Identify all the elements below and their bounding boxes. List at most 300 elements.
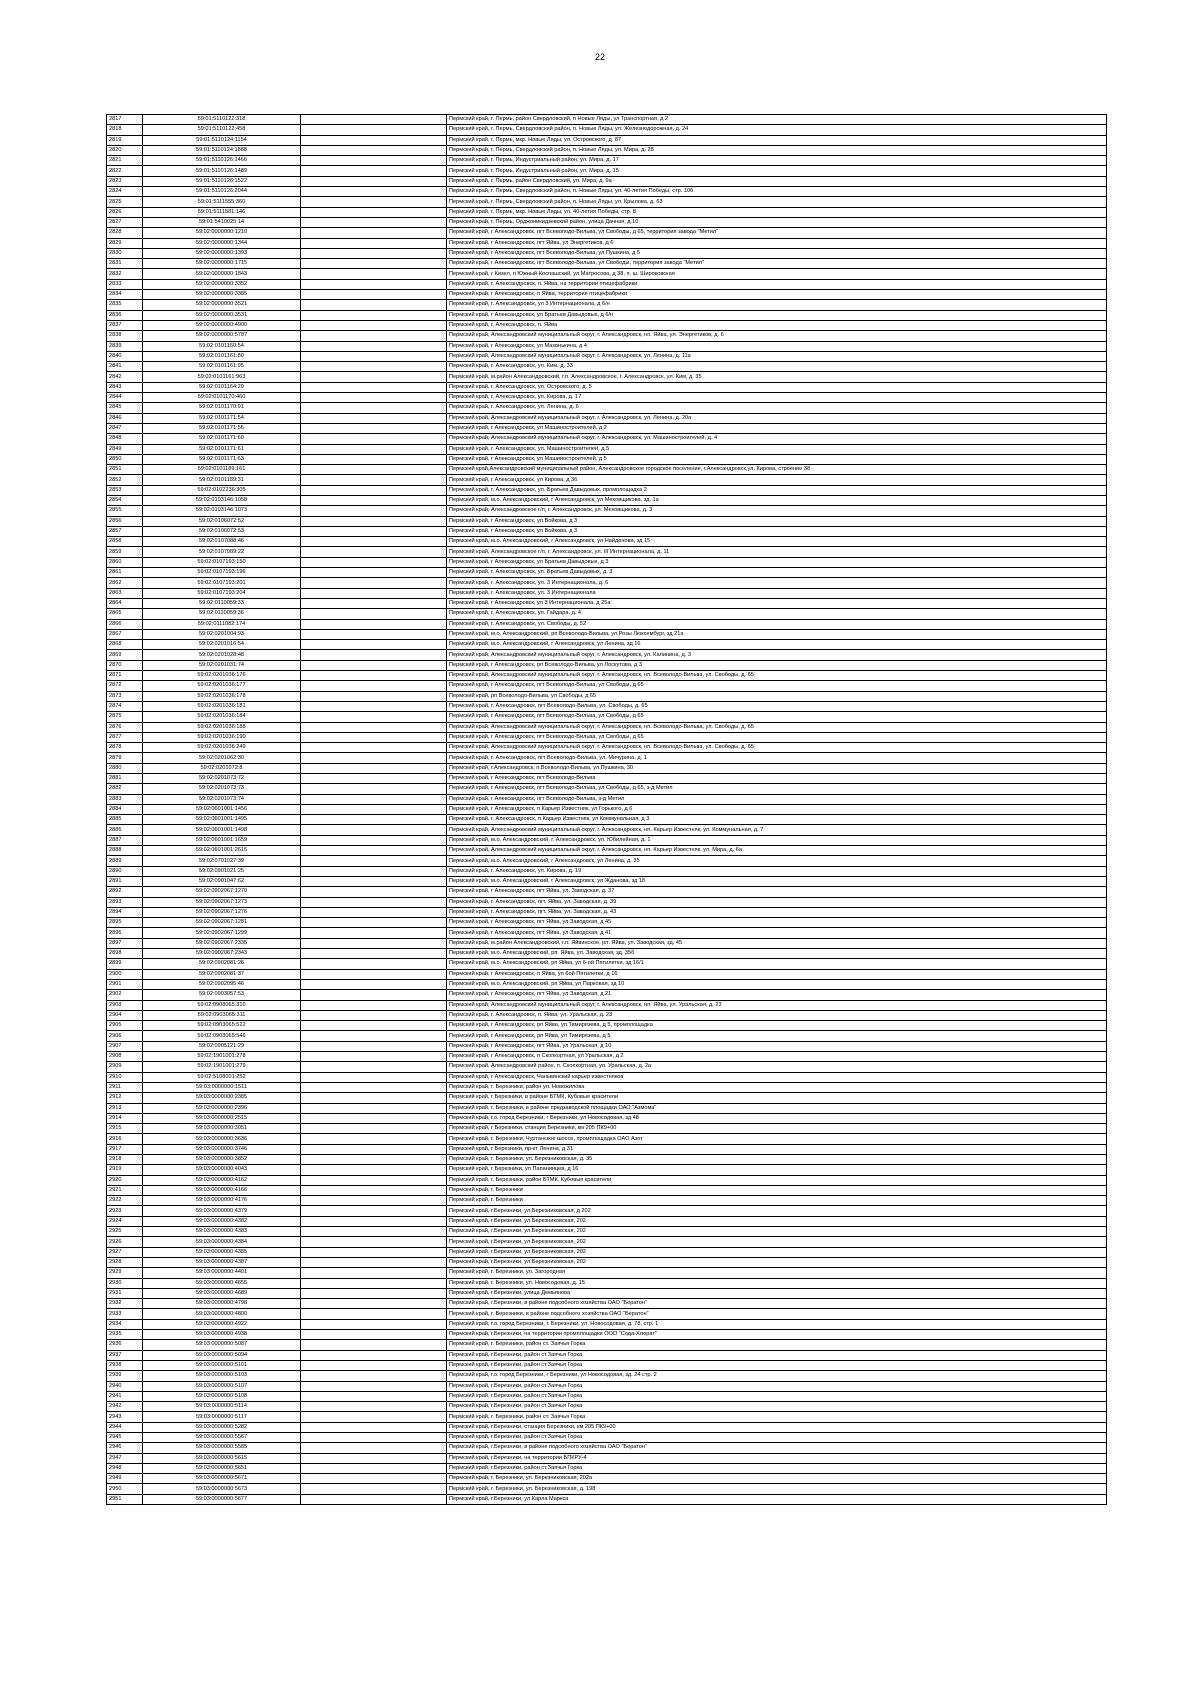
cadastral-number: 59:03:0000000:4166 bbox=[143, 1185, 301, 1195]
empty-cell bbox=[301, 1412, 447, 1422]
address: Пермский край, г.Березники, ул.Березниковская, 202 bbox=[447, 1216, 1107, 1226]
table-row bbox=[107, 1422, 1107, 1432]
empty-cell bbox=[301, 681, 447, 691]
cadastral-number: 59:02:0101171:60 bbox=[143, 434, 301, 444]
empty-cell bbox=[301, 393, 447, 403]
empty-cell bbox=[301, 465, 447, 475]
row-number: 2890 bbox=[107, 866, 143, 876]
row-number: 2930 bbox=[107, 1278, 143, 1288]
empty-cell bbox=[301, 1216, 447, 1226]
address: Пермский край, г.Березники, район ст.Заячья Горка bbox=[447, 1391, 1107, 1401]
empty-cell bbox=[301, 1474, 447, 1484]
row-number: 2878 bbox=[107, 743, 143, 753]
row-number: 2854 bbox=[107, 495, 143, 505]
address: Пермский край, г Александровск, пгт Яйва, ул Заводская, д 21 bbox=[447, 990, 1107, 1000]
empty-cell bbox=[301, 1309, 447, 1319]
empty-cell bbox=[301, 598, 447, 608]
table-row bbox=[107, 671, 1107, 681]
address: Пермский край, г.Березники, на территории БПКРУ-4 bbox=[447, 1453, 1107, 1463]
address: Пермский край, Александровский муниципальный округ, г. Александровск, нп. Карьер Известняк, ул. Коммунальная, д. 7 bbox=[447, 825, 1107, 835]
address: Пермский край, г Александровск, пгт Яйва, ул Заводская, д 45 bbox=[447, 918, 1107, 928]
table-row bbox=[107, 598, 1107, 608]
address: Пермский край, м.о. Александровский, г Александровск, ул Жданова, зд 18 bbox=[447, 876, 1107, 886]
address: Пермский край, г. Александровск, ул. 3 Интернационала bbox=[447, 588, 1107, 598]
cadastral-number: 59:02:0107089:22 bbox=[143, 547, 301, 557]
cadastral-number: 59:02:1901001:279 bbox=[143, 1062, 301, 1072]
address: Пермский край, г. Александровск, ул. Кирова, д. 17 bbox=[447, 393, 1107, 403]
table-row bbox=[107, 176, 1107, 186]
table-row bbox=[107, 1093, 1107, 1103]
cadastral-number: 59:02:0106072:52 bbox=[143, 516, 301, 526]
address: Пермский край, г Березники, ул Папанинцев, д 16 bbox=[447, 1165, 1107, 1175]
cadastral-number: 59:03:0000000:5677 bbox=[143, 1494, 301, 1504]
table-row bbox=[107, 135, 1107, 145]
address: Пермский край, Александровское г/п, г. Александровск, ул. Меховщикова, д. 3 bbox=[447, 506, 1107, 516]
cadastral-number: 59:03:0000000:5282 bbox=[143, 1422, 301, 1432]
address: Пермский край, г. Александровск, ул. Свободы, д. 52 bbox=[447, 619, 1107, 629]
table-row bbox=[107, 1278, 1107, 1288]
row-number: 2896 bbox=[107, 928, 143, 938]
address: Пермский край, м.о. Александровский, г. Александровск, ул. Юбилейная, д. 1 bbox=[447, 835, 1107, 845]
address: Пермский край, Александровское г/п, г. Александровск, ул. III Интернационала, д. 11 bbox=[447, 547, 1107, 557]
cadastral-number: 59:02:0106072:53 bbox=[143, 526, 301, 536]
cadastral-number: 59:03:0000000:3746 bbox=[143, 1144, 301, 1154]
table-row bbox=[107, 156, 1107, 166]
empty-cell bbox=[301, 403, 447, 413]
address: Пермский край, г Александровск, ул 3 Интернационала, д 25а bbox=[447, 598, 1107, 608]
empty-cell bbox=[301, 1154, 447, 1164]
address: Пермский край, м.о. Александровский, г Александровск, ул Меховщикова, зд. 1а bbox=[447, 495, 1107, 505]
address: Пермский край, г Александровск, пгт Всеволодо-Вильва, з-д Метил bbox=[447, 794, 1107, 804]
table-row bbox=[107, 1402, 1107, 1412]
empty-cell bbox=[301, 269, 447, 279]
cadastral-number: 59:02:0000000:3385 bbox=[143, 290, 301, 300]
table-row bbox=[107, 1494, 1107, 1504]
table-row bbox=[107, 1216, 1107, 1226]
table-row bbox=[107, 125, 1107, 135]
empty-cell bbox=[301, 578, 447, 588]
row-number: 2949 bbox=[107, 1474, 143, 1484]
table-row bbox=[107, 351, 1107, 361]
row-number: 2932 bbox=[107, 1299, 143, 1309]
empty-cell bbox=[301, 1237, 447, 1247]
table-row bbox=[107, 949, 1107, 959]
empty-cell bbox=[301, 290, 447, 300]
cadastral-number: 59:03:0000000:5114 bbox=[143, 1402, 301, 1412]
empty-cell bbox=[301, 516, 447, 526]
row-number: 2840 bbox=[107, 351, 143, 361]
address: Пермский край, г.Березники, район ст.Заячья Горка bbox=[447, 1360, 1107, 1370]
address: Пермский край, г Александровск, Чаньвинский карьер известняков bbox=[447, 1072, 1107, 1082]
address: Пермский край, г.Березники, в районе подсобного хозяйства ОАО "Бератон" bbox=[447, 1299, 1107, 1309]
address: Пермский край, г. Александровск, пгт. Яйва, ул. Заводская, д. 43 bbox=[447, 907, 1107, 917]
cadastral-number: 59:02:0201072:8 bbox=[143, 763, 301, 773]
address: Пермский край, Александровский муниципальный округ, г. Александровск, нп. Яйва, ул. Энергетиков, д. 6 bbox=[447, 331, 1107, 341]
empty-cell bbox=[301, 351, 447, 361]
table-row bbox=[107, 1175, 1107, 1185]
address: Пермский край, г. Березники, ул. Березниковская, 202а bbox=[447, 1474, 1107, 1484]
row-number: 2899 bbox=[107, 959, 143, 969]
address: Пермский край, г Александровск, п Яйва, территория птицефабрики bbox=[447, 290, 1107, 300]
table-row bbox=[107, 660, 1107, 670]
cadastral-number: 59:02:0201036:188 bbox=[143, 722, 301, 732]
empty-cell bbox=[301, 774, 447, 784]
address: Пермский край, м.о. Александровский, рп Всеволодо-Вильва, ул Розы Люксембург, зд 21а bbox=[447, 629, 1107, 639]
empty-cell bbox=[301, 495, 447, 505]
cadastral-number: 59:02:0201062:30 bbox=[143, 753, 301, 763]
address: Пермский край, г. Березники, в районе подсобного хозяйства ОАО "Бератон" bbox=[447, 1309, 1107, 1319]
row-number: 2877 bbox=[107, 732, 143, 742]
table-row bbox=[107, 1268, 1107, 1278]
address: Пермский край, г. Березники, район ст. Заячья Горка bbox=[447, 1340, 1107, 1350]
table-row bbox=[107, 1350, 1107, 1360]
table-row bbox=[107, 248, 1107, 258]
empty-cell bbox=[301, 145, 447, 155]
table-row bbox=[107, 1381, 1107, 1391]
empty-cell bbox=[301, 1082, 447, 1092]
address: Пермский край, г. Березники bbox=[447, 1196, 1107, 1206]
row-number: 2858 bbox=[107, 537, 143, 547]
table-row bbox=[107, 228, 1107, 238]
row-number: 2898 bbox=[107, 949, 143, 959]
table-row bbox=[107, 382, 1107, 392]
row-number: 2826 bbox=[107, 207, 143, 217]
empty-cell bbox=[301, 300, 447, 310]
empty-cell bbox=[301, 259, 447, 269]
address: Пермский край, г. Александровск, п. Яйва, ул. Уральская, д. 23 bbox=[447, 1010, 1107, 1020]
address: Пермский край, г. Александровск, пгт Всеволодо-Вильва, ул. Мичурина, д. 1 bbox=[447, 753, 1107, 763]
table-row bbox=[107, 454, 1107, 464]
row-number: 2849 bbox=[107, 444, 143, 454]
row-number: 2875 bbox=[107, 712, 143, 722]
address: Пермский край, г Александровск, ул Машиностроителей, д 5 bbox=[447, 454, 1107, 464]
cadastral-number: 59:02:0111082:174 bbox=[143, 619, 301, 629]
row-number: 2837 bbox=[107, 320, 143, 330]
row-number: 2903 bbox=[107, 1000, 143, 1010]
row-number: 2852 bbox=[107, 475, 143, 485]
row-number: 2851 bbox=[107, 465, 143, 475]
row-number: 2936 bbox=[107, 1340, 143, 1350]
table-row bbox=[107, 897, 1107, 907]
empty-cell bbox=[301, 1000, 447, 1010]
empty-cell bbox=[301, 444, 447, 454]
address: Пермский край, г. Березники, Чуртанское шоссе, промплощадка ОАО Азот bbox=[447, 1134, 1107, 1144]
empty-cell bbox=[301, 526, 447, 536]
row-number: 2860 bbox=[107, 557, 143, 567]
address: Пермский край, г. Александровск, ул. Ленина, д. 6 bbox=[447, 403, 1107, 413]
row-number: 2843 bbox=[107, 382, 143, 392]
row-number: 2879 bbox=[107, 753, 143, 763]
address: Пермский край,Александровский муниципальный район, Александровское городское поселение, г.Александровск,ул. Кирова, строение 38 bbox=[447, 465, 1107, 475]
table-row bbox=[107, 1124, 1107, 1134]
address: Пермский край, г.Березники, улица Демьянова bbox=[447, 1288, 1107, 1298]
row-number: 2841 bbox=[107, 362, 143, 372]
empty-cell bbox=[301, 846, 447, 856]
row-number: 2910 bbox=[107, 1072, 143, 1082]
table-row bbox=[107, 1484, 1107, 1494]
empty-cell bbox=[301, 722, 447, 732]
table-row bbox=[107, 485, 1107, 495]
cadastral-number: 59:02:0902081:26 bbox=[143, 959, 301, 969]
address: Пермский край, г. Пермь, Свердловский район, п. Новые Ляды, ул. Крылова, д. 63 bbox=[447, 197, 1107, 207]
empty-cell bbox=[301, 938, 447, 948]
row-number: 2892 bbox=[107, 887, 143, 897]
row-number: 2946 bbox=[107, 1443, 143, 1453]
table-row bbox=[107, 372, 1107, 382]
row-number: 2845 bbox=[107, 403, 143, 413]
empty-cell bbox=[301, 763, 447, 773]
table-row bbox=[107, 825, 1107, 835]
address: Пермский край, г.о. город Березники, г Березники, ул Новосодовая, зд. 24 стр. 2 bbox=[447, 1371, 1107, 1381]
address: Пермский край, г. Александровск, п. Яйва bbox=[447, 320, 1107, 330]
row-number: 2818 bbox=[107, 125, 143, 135]
row-number: 2827 bbox=[107, 217, 143, 227]
empty-cell bbox=[301, 1494, 447, 1504]
empty-cell bbox=[301, 712, 447, 722]
cadastral-number: 59:03:0000000:3852 bbox=[143, 1154, 301, 1164]
empty-cell bbox=[301, 115, 447, 125]
row-number: 2865 bbox=[107, 609, 143, 619]
row-number: 2937 bbox=[107, 1350, 143, 1360]
empty-cell bbox=[301, 547, 447, 557]
empty-cell bbox=[301, 135, 447, 145]
row-number: 2823 bbox=[107, 176, 143, 186]
row-number: 2943 bbox=[107, 1412, 143, 1422]
empty-cell bbox=[301, 1113, 447, 1123]
cadastral-number: 59:02:0201031:74 bbox=[143, 660, 301, 670]
address: Пермский край, г. Александровск, п Карьер Известняк, ул Коммунальная, д 3 bbox=[447, 815, 1107, 825]
address: Пермский край, г Александровск, пгт Всеволодо-Вильва, ул Свободы, территория завода "Метил" bbox=[447, 259, 1107, 269]
address: Пермский край, м.о. Александровский, г Александровск, ул Найденова, зд 15 bbox=[447, 537, 1107, 547]
cadastral-number: 59:02:0902067:1299 bbox=[143, 928, 301, 938]
row-number: 2921 bbox=[107, 1185, 143, 1195]
cadastral-number: 59:02:0103146:1073 bbox=[143, 506, 301, 516]
cadastral-number: 59:02:0201036:181 bbox=[143, 701, 301, 711]
table-row bbox=[107, 269, 1107, 279]
cadastral-number: 59:03:0000000:4043 bbox=[143, 1165, 301, 1175]
row-number: 2856 bbox=[107, 516, 143, 526]
empty-cell bbox=[301, 671, 447, 681]
address: Пермский край, г Александровск, п Яйва, ул 6ой Пятилетки, д 16 bbox=[447, 969, 1107, 979]
row-number: 2901 bbox=[107, 979, 143, 989]
empty-cell bbox=[301, 362, 447, 372]
address: Пермский край, г Александровск, ул Махонькина, д 4 bbox=[447, 341, 1107, 351]
row-number: 2893 bbox=[107, 897, 143, 907]
table-row bbox=[107, 1247, 1107, 1257]
empty-cell bbox=[301, 825, 447, 835]
row-number: 2846 bbox=[107, 413, 143, 423]
cadastral-number: 59:03:0000000:1511 bbox=[143, 1082, 301, 1092]
empty-cell bbox=[301, 691, 447, 701]
cadastral-number: 59:02:0601001:1456 bbox=[143, 804, 301, 814]
empty-cell bbox=[301, 1371, 447, 1381]
cadastral-number: 59:03:0000000:4385 bbox=[143, 1247, 301, 1257]
empty-cell bbox=[301, 1196, 447, 1206]
cadastral-number: 59:02:0110059:33 bbox=[143, 598, 301, 608]
table-row bbox=[107, 393, 1107, 403]
table-row bbox=[107, 1453, 1107, 1463]
cadastral-number: 59:02:0902067:1281 bbox=[143, 918, 301, 928]
address: Пермский край, г. Березники, район БТМК, Кубовые красители bbox=[447, 1175, 1107, 1185]
address: Пермский край, г. Березники, ул. Загородная bbox=[447, 1268, 1107, 1278]
page-number: 22 bbox=[594, 52, 605, 62]
address: Пермский край, г.Березники, ул.Березниковская, д 202 bbox=[447, 1206, 1107, 1216]
empty-cell bbox=[301, 804, 447, 814]
cadastral-number: 59:02:0107193:196 bbox=[143, 568, 301, 578]
empty-cell bbox=[301, 629, 447, 639]
address: Пермский край, г Александровск, ул Войкова, д 3 bbox=[447, 516, 1107, 526]
table-row bbox=[107, 1371, 1107, 1381]
address: Пермский край, г.Березники, на территории промплощадки ООО "Сода-Хлорат" bbox=[447, 1330, 1107, 1340]
table-row bbox=[107, 1185, 1107, 1195]
empty-cell bbox=[301, 794, 447, 804]
table-row bbox=[107, 1021, 1107, 1031]
row-number: 2872 bbox=[107, 681, 143, 691]
cadastral-number: 59:02:0601001:1659 bbox=[143, 835, 301, 845]
empty-cell bbox=[301, 228, 447, 238]
row-number: 2819 bbox=[107, 135, 143, 145]
row-number: 2883 bbox=[107, 794, 143, 804]
row-number: 2942 bbox=[107, 1402, 143, 1412]
cadastral-number: 59:01:5110124:1154 bbox=[143, 135, 301, 145]
empty-cell bbox=[301, 413, 447, 423]
address: Пермский край, Александровский муниципальный округ, г. Александровск, нп. Всеволодо-Вильва, ул. Свободы, д. 65 bbox=[447, 722, 1107, 732]
cadastral-number: 59:03:0000000:5087 bbox=[143, 1340, 301, 1350]
table-row bbox=[107, 259, 1107, 269]
row-number: 2945 bbox=[107, 1433, 143, 1443]
row-number: 2874 bbox=[107, 701, 143, 711]
empty-cell bbox=[301, 866, 447, 876]
address: Пермский край, м.район Александровский, г.п. Александровское, г. Александровск, ул. Ким, д. 35 bbox=[447, 372, 1107, 382]
row-number: 2833 bbox=[107, 279, 143, 289]
cadastral-number: 59:02:0000000:1843 bbox=[143, 269, 301, 279]
row-number: 2906 bbox=[107, 1031, 143, 1041]
empty-cell bbox=[301, 856, 447, 866]
address: Пермский край, г. Пермь, Свердловский район, п. Новые Ляды, ул. Мира, д. 28 bbox=[447, 145, 1107, 155]
empty-cell bbox=[301, 166, 447, 176]
address: Пермский край, г Александровск, рп Яйва, ул Тимирязева, д 5 bbox=[447, 1031, 1107, 1041]
empty-cell bbox=[301, 1206, 447, 1216]
table-row bbox=[107, 928, 1107, 938]
cadastral-number: 59:03:0000000:5567 bbox=[143, 1433, 301, 1443]
row-number: 2881 bbox=[107, 774, 143, 784]
row-number: 2842 bbox=[107, 372, 143, 382]
cadastral-number: 59:03:0000000:5094 bbox=[143, 1350, 301, 1360]
address: Пермский край, г. Александровск, ул. Островского, д. 5 bbox=[447, 382, 1107, 392]
empty-cell bbox=[301, 382, 447, 392]
row-number: 2938 bbox=[107, 1360, 143, 1370]
cadastral-number: 59:02:0102236:305 bbox=[143, 485, 301, 495]
address: Пермский край, г. Пермь, район Свердловский, п Новые Ляды, ул Транспортная, д 2 bbox=[447, 115, 1107, 125]
row-number: 2939 bbox=[107, 1371, 143, 1381]
address: Пермский край, Александровский муниципальный округ, г. Александровск, ул. Машиностроителей, д. 4 bbox=[447, 434, 1107, 444]
address: Пермский край, г Александровск, пгт Яйва, ул Уральская, д 10 bbox=[447, 1041, 1107, 1051]
cadastral-number: 59:02:0107088:46 bbox=[143, 537, 301, 547]
cadastral-number: 59:02:0201028:48 bbox=[143, 650, 301, 660]
cadastral-number: 59:02:0000000:3521 bbox=[143, 300, 301, 310]
address: Пермский край, г Александровск, пгт Всеволодо-Вильва, ул Свободы, д 65, территория завода "Метил" bbox=[447, 228, 1107, 238]
row-number: 2866 bbox=[107, 619, 143, 629]
row-number: 2929 bbox=[107, 1268, 143, 1278]
address: Пермский край, г Александровск, пгт Всеволодо-Вильва, ул Свободы, д 65, з-д Метил bbox=[447, 784, 1107, 794]
row-number: 2869 bbox=[107, 650, 143, 660]
cadastral-number: 59:02:0902067:1273 bbox=[143, 897, 301, 907]
address: Пермский край, г.Березники, район ст.Заячья Горка bbox=[447, 1350, 1107, 1360]
address: Пермский край, г Александровск, пгт Всеволодо-Вильва, ул Пушкина, д 5 bbox=[447, 248, 1107, 258]
empty-cell bbox=[301, 454, 447, 464]
address: Пермский край, г. Березники, район ул. Новожилова bbox=[447, 1082, 1107, 1092]
address: Пермский край, г.Березники, район ст.Заячья Горка bbox=[447, 1381, 1107, 1391]
address: Пермский край, м.о. Александровский, рп. Яйва, ул. Заводская, зд. 35б bbox=[447, 949, 1107, 959]
table-row bbox=[107, 1134, 1107, 1144]
cadastral-number: 59:01:5110126:1466 bbox=[143, 156, 301, 166]
cadastral-number: 59:02:0101171:63 bbox=[143, 454, 301, 464]
row-number: 2853 bbox=[107, 485, 143, 495]
table-row bbox=[107, 145, 1107, 155]
table-row bbox=[107, 300, 1107, 310]
table-row bbox=[107, 1391, 1107, 1401]
cadastral-number: 59:03:0000000:4387 bbox=[143, 1257, 301, 1267]
address: Пермский край, г Березники, пр-кт Ленина, д 31 bbox=[447, 1144, 1107, 1154]
address: Пермский край, г Александровск, пгт Яйва, ул. Заводская, д. 37 bbox=[447, 887, 1107, 897]
address: Пермский край, г.Березники, станция Березники, км 205 ПК9+00 bbox=[447, 1422, 1107, 1432]
table-row bbox=[107, 1113, 1107, 1123]
row-number: 2935 bbox=[107, 1330, 143, 1340]
empty-cell bbox=[301, 619, 447, 629]
row-number: 2913 bbox=[107, 1103, 143, 1113]
row-number: 2886 bbox=[107, 825, 143, 835]
cadastral-number: 59:03:0000000:4922 bbox=[143, 1319, 301, 1329]
cadastral-number: 59:03:0000000:5107 bbox=[143, 1381, 301, 1391]
empty-cell bbox=[301, 928, 447, 938]
cadastral-number: 59:03:0000000:4401 bbox=[143, 1268, 301, 1278]
empty-cell bbox=[301, 897, 447, 907]
address: Пермский край, г. Пермь, район Свердловский, ул. Мира, д. 9а bbox=[447, 176, 1107, 186]
cadastral-number: 59:02:0107193:150 bbox=[143, 557, 301, 567]
empty-cell bbox=[301, 125, 447, 135]
cadastral-number: 59:03:0000000:4379 bbox=[143, 1206, 301, 1216]
empty-cell bbox=[301, 331, 447, 341]
table-row bbox=[107, 722, 1107, 732]
empty-cell bbox=[301, 248, 447, 258]
table-row bbox=[107, 495, 1107, 505]
table-row bbox=[107, 887, 1107, 897]
table-row bbox=[107, 784, 1107, 794]
row-number: 2931 bbox=[107, 1288, 143, 1298]
cadastral-number: 59:02:0201036:190 bbox=[143, 732, 301, 742]
registry-table bbox=[106, 114, 1107, 1505]
cadastral-number: 59:02:0201036:249 bbox=[143, 743, 301, 753]
table-row bbox=[107, 1443, 1107, 1453]
empty-cell bbox=[301, 557, 447, 567]
cadastral-number: 59:03:0000000:4162 bbox=[143, 1175, 301, 1185]
cadastral-number: 59:03:0000000:5117 bbox=[143, 1412, 301, 1422]
empty-cell bbox=[301, 701, 447, 711]
address: Пермский край, г. Александровск, ул 3 Интернационала, д 6/н bbox=[447, 300, 1107, 310]
empty-cell bbox=[301, 990, 447, 1000]
table-row bbox=[107, 1082, 1107, 1092]
empty-cell bbox=[301, 1350, 447, 1360]
row-number: 2905 bbox=[107, 1021, 143, 1031]
empty-cell bbox=[301, 1453, 447, 1463]
row-number: 2882 bbox=[107, 784, 143, 794]
empty-cell bbox=[301, 907, 447, 917]
table-row bbox=[107, 362, 1107, 372]
empty-cell bbox=[301, 1381, 447, 1391]
empty-cell bbox=[301, 1484, 447, 1494]
address: Пермский край, г. Александровск, ул. 3 Интернационала, д. 6 bbox=[447, 578, 1107, 588]
cadastral-number: 59:01:5111555:360 bbox=[143, 197, 301, 207]
